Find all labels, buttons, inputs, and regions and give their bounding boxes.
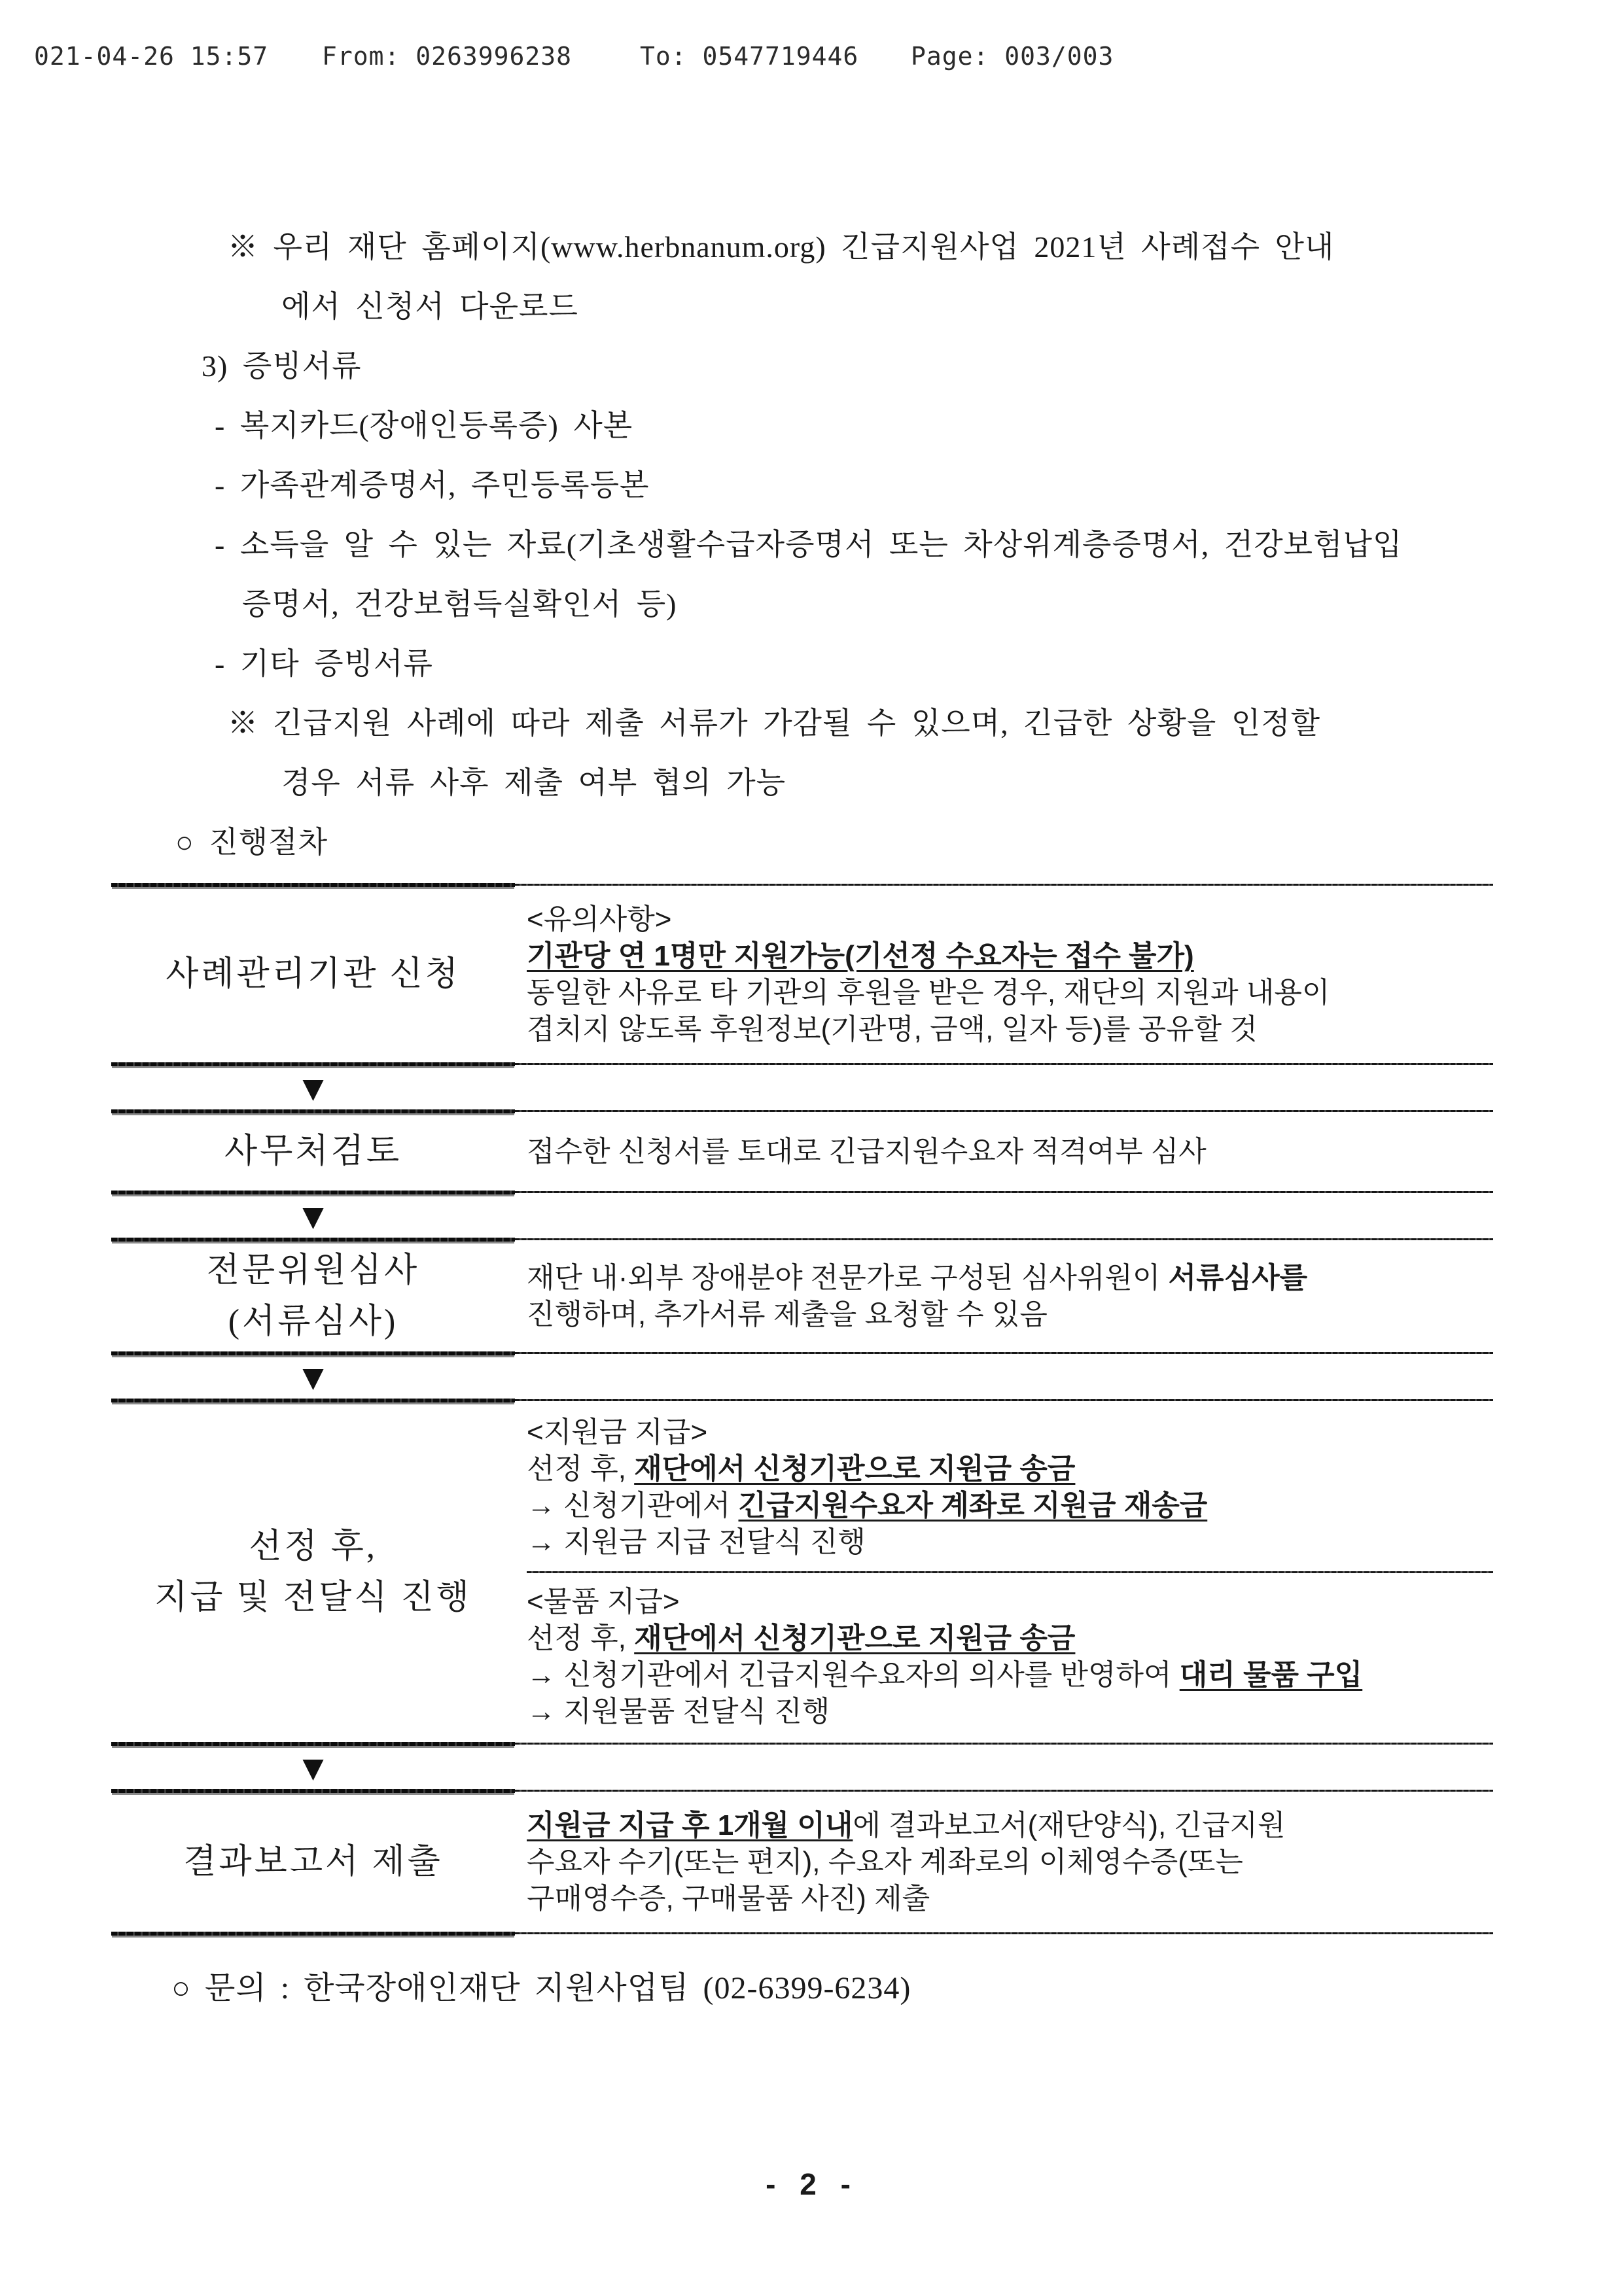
description-line: [527, 1694, 1493, 1730]
description-line: [527, 1524, 1493, 1561]
description-line: [527, 1881, 1493, 1917]
row-divider-left-segment: [111, 1109, 515, 1113]
row-divider-right-segment: [515, 1238, 1493, 1240]
process-step-label-line: 사례관리기관 신청: [166, 956, 461, 993]
flow-down-arrow-icon: ▼: [302, 1200, 324, 1232]
row-divider-left-segment: [111, 1062, 515, 1066]
text-segment: 수요자 수기(또는 편지), 수요자 계좌로의 이체영수증(또는: [527, 1846, 1243, 1878]
note-line: 3) 증빙서류: [202, 349, 362, 383]
text-segment: 겹치지 않도록 후원정보(기관명, 금액, 일자 등)를 공유할 것: [527, 1013, 1258, 1045]
process-step-description: [515, 1248, 1493, 1345]
process-row: [111, 1402, 1493, 1742]
row-divider-right-segment: [515, 1932, 1493, 1934]
process-row: [111, 1242, 1493, 1351]
note-line: - 가족관계증명서, 주민등록등본: [215, 468, 650, 502]
text-segment: 선정 후,: [527, 1622, 635, 1654]
flow-arrow-cell: [111, 1200, 515, 1232]
text-segment: 진행하며, 추가서류 제출을 요청할 수 있음: [527, 1298, 1048, 1331]
text-segment: 재단에서 신청기관으로 지원금 송금: [634, 1453, 1076, 1485]
notes: [170, 217, 1570, 872]
row-divider-right-segment: [515, 1743, 1493, 1745]
note-line: ○ 진행절차: [175, 826, 328, 859]
process-step-label-line: (서류심사): [228, 1303, 398, 1340]
description-block: [527, 1410, 1493, 1565]
description-line: [527, 1260, 1493, 1296]
fax-to-number: To: 0547719446: [640, 42, 859, 71]
flow-arrow-zone: [111, 1355, 1493, 1399]
text-segment: 구매영수증, 구매물품 사진) 제출: [527, 1883, 930, 1915]
row-divider-right-segment: [515, 884, 1493, 886]
flow-down-arrow-icon: ▼: [302, 1361, 324, 1393]
text-segment: 재단 내·외부 장애분야 전문가로 구성된 심사위원이: [527, 1262, 1169, 1294]
process-step-description: [515, 1122, 1493, 1182]
process-step-label: [111, 949, 515, 1000]
row-divider-left-segment: [111, 1191, 515, 1194]
sub-block-divider: [527, 1571, 1493, 1573]
flow-arrow-cell: [111, 1752, 515, 1784]
process-step-label: [111, 1245, 515, 1348]
text-segment: 기관당 연 1명만 지원가능(기선정 수요자는 접수 불가): [527, 940, 1194, 972]
process-step-label: [111, 1837, 515, 1888]
text-segment: <유의사항>: [527, 903, 672, 935]
row-divider-left-segment: [111, 1351, 515, 1355]
process-row: [111, 887, 1493, 1062]
text-segment: 에 결과보고서(재단양식), 긴급지원: [853, 1809, 1286, 1841]
contact-line: ○ 문의 : 한국장애인재단 지원사업팀 (02-6399-6234): [171, 1971, 911, 2006]
row-divider-left-segment: [111, 1238, 515, 1242]
flow-arrow-cell: [111, 1361, 515, 1393]
flow-down-arrow-icon: ▼: [302, 1751, 324, 1784]
description-line: [527, 901, 1493, 938]
page-number: - 2 -: [766, 2167, 858, 2201]
process-row: [111, 1793, 1493, 1932]
note-line: - 기타 증빙서류: [215, 647, 433, 680]
process-step-label: [111, 1522, 515, 1624]
text-segment: 동일한 사유로 타 기관의 후원을 받은 경우, 재단의 지원과 내용이: [527, 977, 1330, 1009]
process-table: [111, 883, 1493, 1936]
description-line: [527, 1011, 1493, 1048]
description-line: [527, 1584, 1493, 1620]
text-segment: 대리 물품 구입: [1179, 1659, 1363, 1691]
description-line: [527, 1807, 1493, 1844]
description-line: [527, 1451, 1493, 1487]
row-divider-right-segment: [515, 1110, 1493, 1112]
row-divider-left-segment: [111, 1932, 515, 1936]
row-divider-right-segment: [515, 1063, 1493, 1065]
row-divider-right-segment: [515, 1399, 1493, 1401]
description-block: [527, 1580, 1493, 1734]
text-segment: → 지원물품 전달식 진행: [527, 1696, 830, 1728]
process-step-label-line: 선정 후,: [249, 1527, 378, 1565]
description-block: [527, 1256, 1493, 1337]
text-segment: <물품 지급>: [527, 1586, 680, 1618]
note-line: 에서 신청서 다운로드: [281, 290, 578, 323]
description-line: [527, 1487, 1493, 1524]
row-divider: [111, 1932, 1493, 1936]
row-divider-left-segment: [111, 1399, 515, 1402]
flow-down-arrow-icon: ▼: [302, 1071, 324, 1104]
description-line: [527, 938, 1493, 975]
row-divider-left-segment: [111, 1742, 515, 1746]
description-block: [527, 1130, 1493, 1174]
process-step-label-line: 결과보고서 제출: [183, 1843, 443, 1881]
note-line: ※ 우리 재단 홈페이지(www.herbnanum.org) 긴급지원사업 2021년 사례접수 안내: [228, 230, 1335, 264]
description-line: [527, 1134, 1493, 1170]
description-line: [527, 1844, 1493, 1881]
process-step-description: [515, 887, 1493, 1062]
note-line: 경우 서류 사후 제출 여부 협의 가능: [281, 766, 786, 799]
text-segment: → 지원금 지급 전달식 진행: [527, 1526, 866, 1558]
text-segment: 지원금 지급 후 1개월 이내: [527, 1809, 853, 1841]
process-step-label-line: 사무처검토: [224, 1133, 402, 1170]
text-segment: 접수한 신청서를 토대로 긴급지원수요자 적격여부 심사: [527, 1136, 1207, 1168]
row-divider-right-segment: [515, 1790, 1493, 1792]
description-block: [527, 897, 1493, 1052]
flow-arrow-cell: [111, 1072, 515, 1104]
note-line: 증명서, 건강보험득실확인서 등): [242, 587, 677, 621]
process-row: [111, 1113, 1493, 1191]
row-divider-left-segment: [111, 1789, 515, 1793]
row-divider-right-segment: [515, 1191, 1493, 1193]
text-segment: 긴급지원수요자 계좌로 지원금 재송금: [738, 1489, 1208, 1522]
process-step-description: [515, 1402, 1493, 1742]
flow-arrow-zone: [111, 1194, 1493, 1238]
flow-arrow-zone: [111, 1746, 1493, 1789]
text-segment: → 신청기관에서 긴급지원수요자의 의사를 반영하여: [527, 1659, 1180, 1691]
description-line: [527, 1414, 1493, 1451]
text-segment: 재단에서 신청기관으로 지원금 송금: [634, 1622, 1076, 1654]
process-step-label: [111, 1126, 515, 1177]
row-divider-right-segment: [515, 1352, 1493, 1354]
fax-datetime: 021-04-26 15:57: [34, 42, 269, 71]
note-line: ※ 긴급지원 사례에 따라 제출 서류가 가감될 수 있으며, 긴급한 상황을 인정할: [228, 706, 1321, 740]
text-segment: 선정 후,: [527, 1453, 635, 1485]
flow-arrow-zone: [111, 1066, 1493, 1109]
text-segment: <지원금 지급>: [527, 1416, 708, 1448]
note-line: - 복지카드(장애인등록증) 사본: [215, 409, 633, 442]
description-line: [527, 1620, 1493, 1657]
text-segment: 서류심사를: [1168, 1262, 1308, 1294]
description-block: [527, 1803, 1493, 1921]
note-line: - 소득을 알 수 있는 자료(기초생활수급자증명서 또는 차상위계층증명서, 건강보험납입: [215, 528, 1403, 561]
fax-page-count: Page: 003/003: [911, 42, 1114, 71]
process-step-description: [515, 1796, 1493, 1929]
fax-from-number: From: 0263996238: [322, 42, 573, 71]
text-segment: → 신청기관에서: [527, 1489, 739, 1522]
description-line: [527, 1296, 1493, 1333]
description-line: [527, 1657, 1493, 1694]
process-step-label-line: 전문위원심사: [206, 1252, 420, 1289]
row-divider-left-segment: [111, 883, 515, 887]
description-line: [527, 975, 1493, 1011]
fax-transmission-header: [0, 42, 1624, 81]
process-step-label-line: 지급 및 전달식 진행: [154, 1578, 472, 1616]
